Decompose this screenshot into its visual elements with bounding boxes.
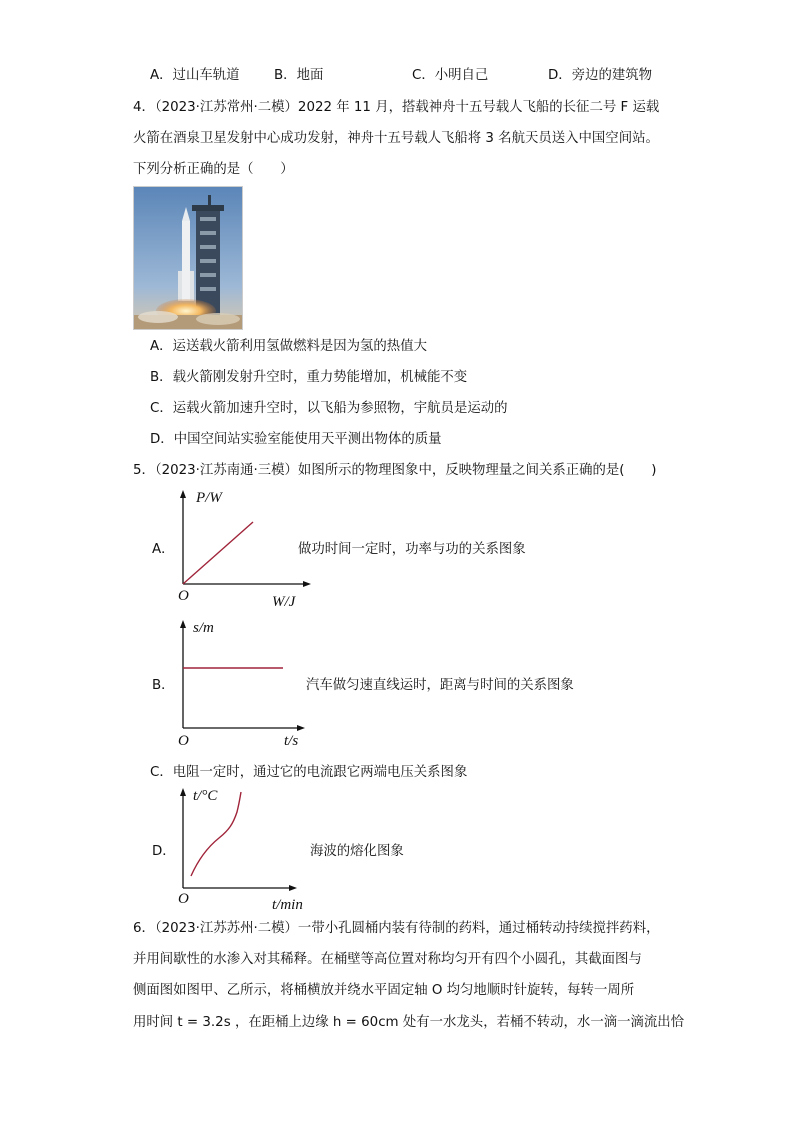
q4-stem-line2: 火箭在酒泉卫星发射中心成功发射，神舟十五号载人飞船将 3 名航天员送入中国空间站。: [133, 131, 659, 146]
q5-a-origin: O: [178, 588, 189, 604]
q5-d-origin: O: [178, 891, 189, 907]
q5-d-graph: [175, 786, 305, 896]
q3-option-c: C．小明自己: [412, 68, 489, 83]
q5-a-xlabel: W/J: [272, 594, 296, 610]
q5-a-ylabel: P/W: [196, 490, 222, 506]
q4-option-a: A．运送载火箭利用氢做燃料是因为氢的热值大: [150, 339, 427, 354]
q5-option-c: C．电阻一定时，通过它的电流跟它两端电压关系图象: [150, 765, 468, 780]
q5-d-caption: 海波的熔化图象: [310, 844, 404, 859]
q5-d-xlabel: t/min: [272, 897, 303, 913]
q6-stem-line2: 并用间歇性的水渗入对其稀释。在桶壁等高位置对称均匀开有四个小圆孔，其截面图与: [133, 952, 642, 967]
q5-d-curve: [191, 792, 241, 876]
q4-option-d: D．中国空间站实验室能使用天平测出物体的质量: [150, 432, 442, 447]
q5-stem: 5．（2023·江苏南通·三模）如图所示的物理图象中，反映物理量之间关系正确的是( ): [133, 463, 657, 478]
q5-d-letter: D．: [152, 844, 176, 859]
q4-option-c: C．运载火箭加速升空时，以飞船为参照物，宇航员是运动的: [150, 401, 508, 416]
q6-stem-line1: 6．（2023·江苏苏州·二模）一带小孔圆桶内装有待制的药料，通过桶转动持续搅拌药料，: [133, 921, 660, 936]
q3-option-a: A．过山车轨道: [150, 68, 240, 83]
q5-d-ylabel: t/°C: [193, 788, 218, 804]
q5-a-graph: [175, 488, 315, 598]
q4-option-b: B．载火箭刚发射升空时，重力势能增加，机械能不变: [150, 370, 468, 385]
q5-a-letter: A．: [152, 542, 175, 557]
q5-a-caption: 做功时间一定时，功率与功的关系图象: [298, 542, 526, 557]
q4-stem-line1: 4．（2023·江苏常州·二模）2022 年 11 月，搭载神舟十五号载人飞船的长征二号 F 运载: [133, 100, 660, 115]
q5-b-graph: [175, 618, 315, 738]
rocket-launch-photo: [133, 186, 243, 330]
q3-option-b: B．地面: [274, 68, 324, 83]
q5-b-ylabel: s/m: [193, 620, 214, 636]
q6-stem-line4: 用时间 t = 3.2s ，在距桶上边缘 h = 60cm 处有一水龙头，若桶不转动，水一滴一滴流出恰: [133, 1015, 685, 1030]
q3-option-d: D．旁边的建筑物: [548, 68, 653, 83]
q5-b-caption: 汽车做匀速直线运时，距离与时间的关系图象: [306, 678, 574, 693]
q5-a-curve: [183, 522, 253, 584]
q5-b-xlabel: t/s: [284, 733, 299, 749]
q4-stem-line3: 下列分析正确的是（ ）: [133, 162, 294, 177]
q5-b-origin: O: [178, 733, 189, 749]
q5-b-letter: B．: [152, 678, 175, 693]
q6-stem-line3: 侧面图如图甲、乙所示，将桶横放并绕水平固定轴 O 均匀地顺时针旋转，每转一周所: [133, 983, 635, 998]
